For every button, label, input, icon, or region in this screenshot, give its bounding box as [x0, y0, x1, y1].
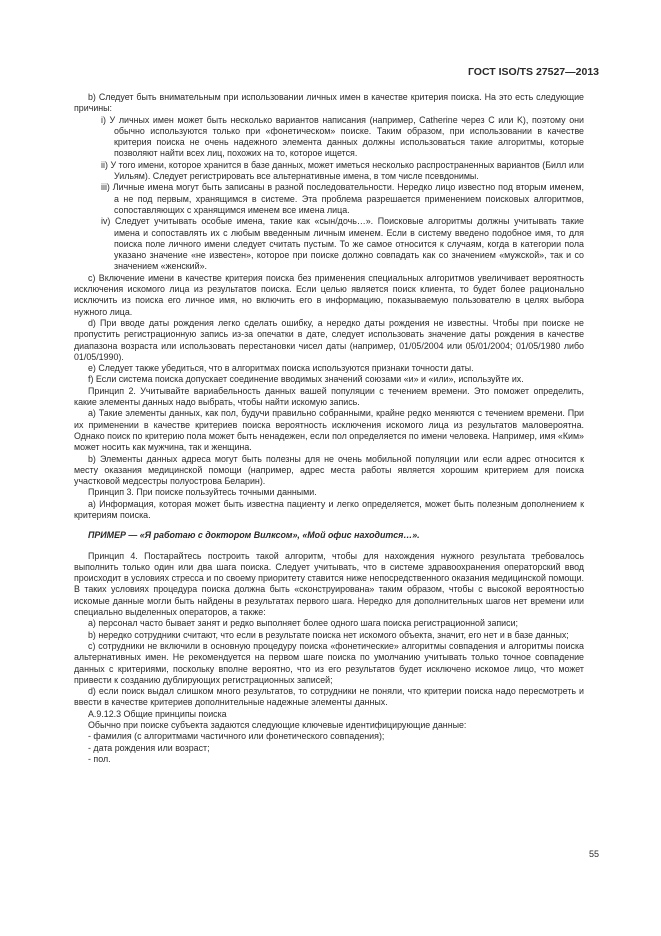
paragraph: f) Если система поиска допускает соединение вводимых значений союзами «и» и «или», используйте их.	[88, 374, 524, 385]
paragraph: c) Включение имени в качестве критерия поиска без применения специальных алгоритмов увеличивает вероятность исключения искомого лица из результатов поиска. Если целью является поиск клиента, то будет более рационально исключить из поиска его личное имя, но включить его в информацию, показываемую пользователю в целях выбора нужного лица.	[74, 272, 584, 317]
paragraph: c) сотрудники не включили в основную процедуру поиска «фонетические» алгоритмы совпадения и алгоритмы поиска альтернативных имен. Не рекомендуется на первом шаге поиска по умолчанию учитывать только точное совпадение данных с критериями, поскольку вполне вероятно, что из его результатов будет исключено искомое лицо, что может привести к созданию дублирующих регистрационных записей;	[74, 640, 584, 685]
bullet-item: - фамилия (с алгоритмами частичного или фонетического совпадения);	[88, 731, 385, 742]
paragraph: d) если поиск выдал слишком много результатов, то сотрудники не поняли, что критерии поиска надо пересмотреть и ввести в качестве критериев дополнительные надежные элементы данных.	[74, 686, 584, 708]
paragraph: e) Следует также убедиться, что в алгоритмах поиска используются признаки точности даты.	[88, 363, 474, 374]
paragraph: b) нередко сотрудники считают, что если в результате поиска нет искомого объекта, значит, его нет и в базе данных;	[88, 629, 569, 640]
list-item: ii) У того имени, которое хранится в базе данных, может иметься несколько распространенных вариантов (Билл или Уильям). Следует регистрировать все альтернативные имена, в том числе псевдонимы.	[101, 159, 584, 182]
paragraph: Принцип 4. Постарайтесь построить такой алгоритм, чтобы для нахождения нужного результата требовалось выполнить только один или два шага поиска. Следует учитывать, что в системе здравоохранения операторский ввод происходит в условиях стресса и по своему приоритету ставится ниже непосредственного оказания медицинской помощи. В таких условиях процедура поиска должна быть «сконструирована» таким образом, чтобы с высокой вероятностью искомые данные могли быть найдены в результатах первого шага. Нередко для дополнительных шагов нет времени или специально выделенных операторов, а также:	[74, 550, 584, 618]
paragraph: a) персонал часто бывает занят и редко выполняет более одного шага поиска регистрационной записи;	[88, 618, 519, 629]
paragraph: d) При вводе даты рождения легко сделать ошибку, а нередко даты рождения не известны. Чтобы при поиске не пропустить регистрационную запись из-за опечатки в дате, следует использовать значение даты рождения в качестве диапазона возраста или использовать перестановки чисел даты (например, 01/05/2004 или 05/01/2004; 01/05/1980 либо 01/05/1990).	[74, 317, 584, 362]
document-body	[74, 92, 584, 765]
paragraph: b) Следует быть внимательным при использовании личных имен в качестве критерия поиска. На это есть следующие причины:	[74, 92, 584, 114]
paragraph: b) Элементы данных адреса могут быть полезны для не очень мобильной популяции или если адрес относится к месту оказания медицинской помощи (например, адрес места работы является хорошим критерием для поиска участковой медсестры полуострова Беларин).	[74, 453, 584, 487]
example-note: ПРИМЕР — «Я работаю с доктором Вилксом», «Мой офис находится…».	[88, 530, 420, 541]
list-item: iii) Личные имена могут быть записаны в разной последовательности. Нередко лицо известно под вторым именем, а не под первым, хранящимся в системе. Эта проблема разрешается применением поисковых алгоритмов, сопоставляющих с хранящимся именем все имена лица.	[101, 182, 584, 215]
list-item: iv) Следует учитывать особые имена, такие как «сын/дочь…». Поисковые алгоритмы должны учитывать такие имена и сопоставлять их с любым введенным личным именем. Если в систему введено подобное имя, то для поиска поле личного имени следует считать пустым. То же самое относится к случаям, когда в категории пола указано значение «не известен», которое при поиске должно совпадать как со значением «мужской», так и со значением «женский».	[101, 216, 584, 272]
bullet-item: - дата рождения или возраст;	[88, 742, 210, 753]
paragraph: Принцип 2. Учитывайте вариабельность данных вашей популяции с течением времени. Это поможет определить, какие элементы данных надо выбрать, чтобы найти искомую запись.	[74, 385, 584, 408]
paragraph: Принцип 3. При поиске пользуйтесь точными данными.	[88, 487, 317, 498]
list-item: i) У личных имен может быть несколько вариантов написания (например, Catherine через C или K), поэтому они обычно используются только при «фонетическом» поиске. Таким образом, при использовании в качестве критерия поиска не очень надежного элемента данных должны использоваться такие алгоритмы, которые позволяют найти всех лиц, похожих на то, которое ищется.	[101, 114, 584, 159]
paragraph: a) Такие элементы данных, как пол, будучи правильно собранными, крайне редко меняются с течением времени. При их применении в качестве критериев поиска вероятность исключения искомого лица из результатов маловероятна. Однако поиск по критерию пола может быть ненадежен, если пол определяется по имени человека. Например, имя «Ким» может носить как мужчина, так и женщина.	[74, 408, 584, 453]
bullet-item: - пол.	[88, 753, 111, 764]
page-number: 55	[588, 849, 599, 859]
paragraph: a) Информация, которая может быть известна пациенту и легко определяется, может быть полезным дополнением к критериям поиска.	[74, 498, 584, 520]
document-header: ГОСТ ISO/TS 27527—2013	[467, 66, 599, 78]
paragraph: Обычно при поиске субъекта задаются следующие ключевые идентифицирующие данные:	[88, 720, 467, 731]
section-heading: А.9.12.3 Общие принципы поиска	[88, 708, 227, 719]
